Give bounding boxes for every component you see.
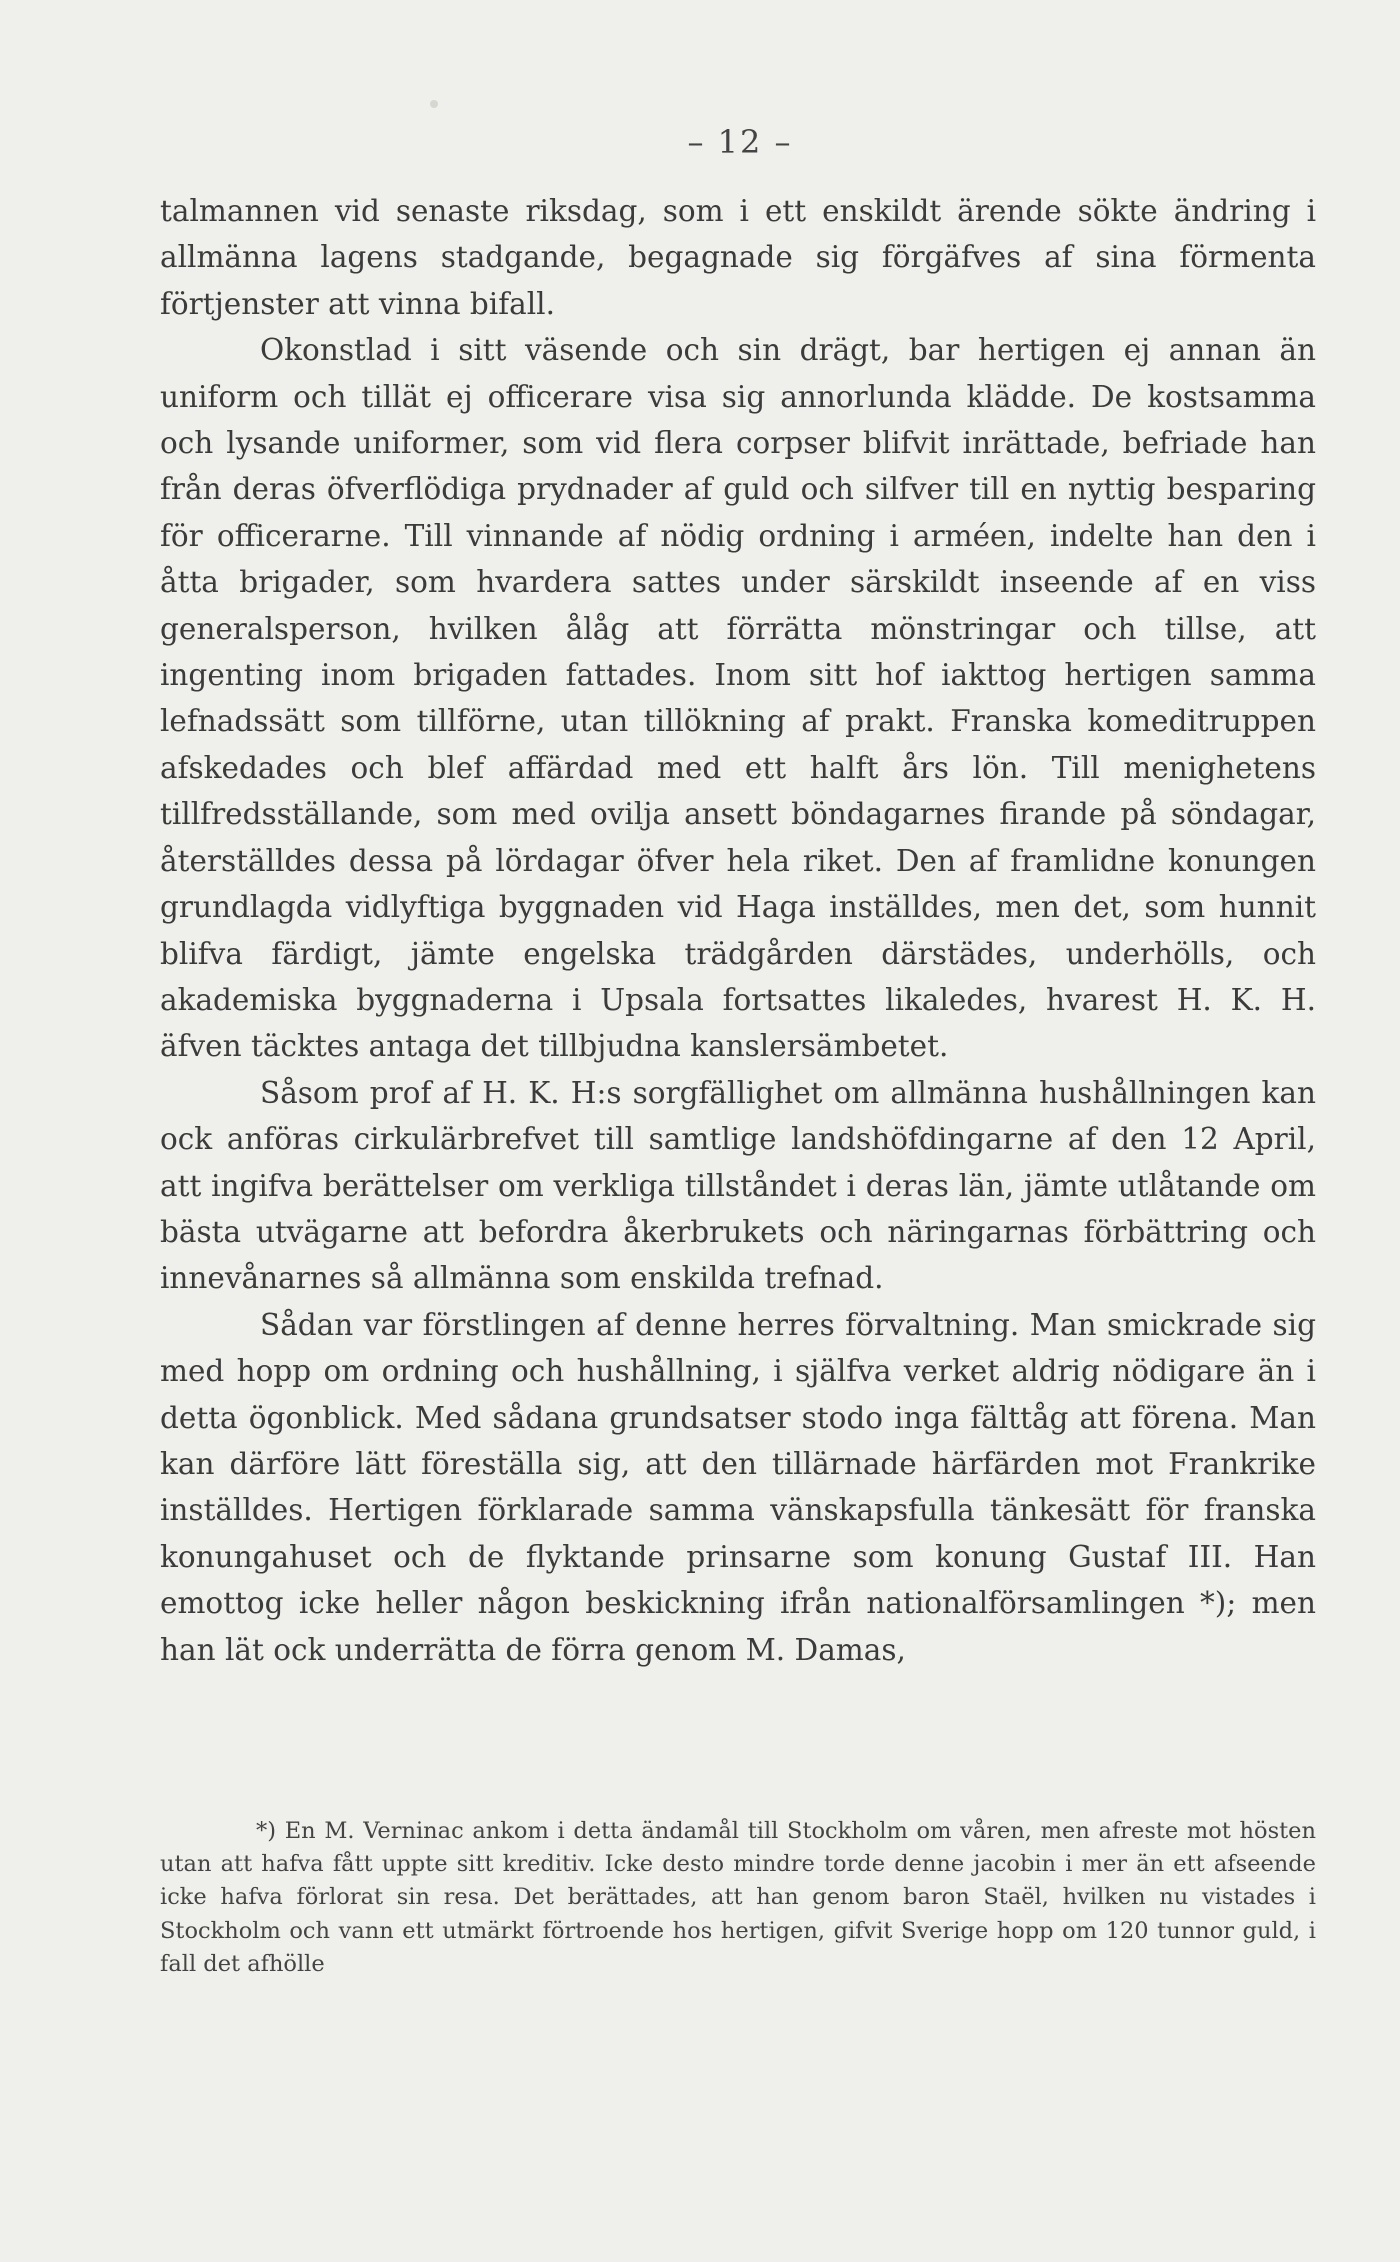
page-number: – 12 – <box>687 123 793 161</box>
paragraph: talmannen vid senaste riksdag, som i ett enskildt ärende sökte ändring i allmänna lagens stadgande, begagnade sig förgäfves af sina förmenta förtjenster att vinna bifall. <box>160 194 1316 321</box>
main-text <box>160 188 1316 1673</box>
paragraph: Okonstlad i sitt väsende och sin drägt, bar hertigen ej annan än uniform och tillät ej officerare visa sig annorlunda klädde. De kostsamma och lysande uniformer, som vid flera corpser blifvit inrättade, befriade han från deras öfverflödiga prydnader af guld och silfver till en nyttig besparing för officerarne. Till vinnande af nödig ordning i arméen, indelte han den i åtta brigader, som hvardera sattes under särskildt inseende af en viss generalsperson, hvilken ålåg att förrätta mönstringar och tillse, att ingenting inom brigaden fattades. Inom sitt hof iakttog hertigen samma lefnadssätt som tillförne, utan tillökning af prakt. Franska komeditruppen afskedades och blef affärdad med ett halft års lön. Till menighetens tillfredsställande, som med ovilja ansett böndagarnes firande på söndagar, återställdes dessa på lördagar öfver hela riket. Den af framlidne konungen grundlagda vidlyftiga byggnaden vid Haga inställdes, men det, som hunnit blifva färdigt, jämte engelska trädgården därstädes, underhölls, och akademiska byggnaderna i Upsala fortsattes likaledes, hvarest H. K. H. äfven täcktes antaga det tillbjudna kanslersämbetet. <box>160 333 1316 1064</box>
paragraph: Sådan var förstlingen af denne herres förvaltning. Man smickrade sig med hopp om ordning och hushållning, i själfva verket aldrig nödigare än i detta ögonblick. Med sådana grundsatser stodo inga fälttåg att förena. Man kan därföre lätt föreställa sig, att den tillärnade härfärden mot Frankrike inställdes. Hertigen förklarade samma vänskapsfulla tänkesätt för franska konungahuset och de flyktande prinsarne som konung Gustaf III. Han emottog icke heller någon beskickning ifrån nationalförsamlingen *); men han lät ock underrätta de förra genom M. Damas, <box>160 1307 1316 1667</box>
footnote-text: *) En M. Verninac ankom i detta ändamål till Stockholm om våren, men afreste mot hösten utan att hafva fått uppte sitt kreditiv. Icke desto mindre torde denne jacobin i mer än ett afseende icke hafva förlorat sin resa. Det berättades, att han genom baron Staël, hvilken nu vistades i Stockholm och vann ett utmärkt förtroende hos hertigen, gifvit Sverige hopp om 120 tunnor guld, i fall det afhölle <box>160 1818 1316 1977</box>
paper-speck <box>430 100 438 108</box>
paragraph: Såsom prof af H. K. H:s sorgfällighet om allmänna hushållningen kan ock anföras cirkulärbrefvet till samtlige landshöfdingarne af den 12 April, att ingifva berättelser om verkliga tillståndet i deras län, jämte utlåtande om bästa utvägarne att befordra åkerbrukets och näringarnas förbättring och innevånarnes så allmänna som enskilda trefnad. <box>160 1075 1316 1296</box>
footnote <box>160 1815 1316 1981</box>
